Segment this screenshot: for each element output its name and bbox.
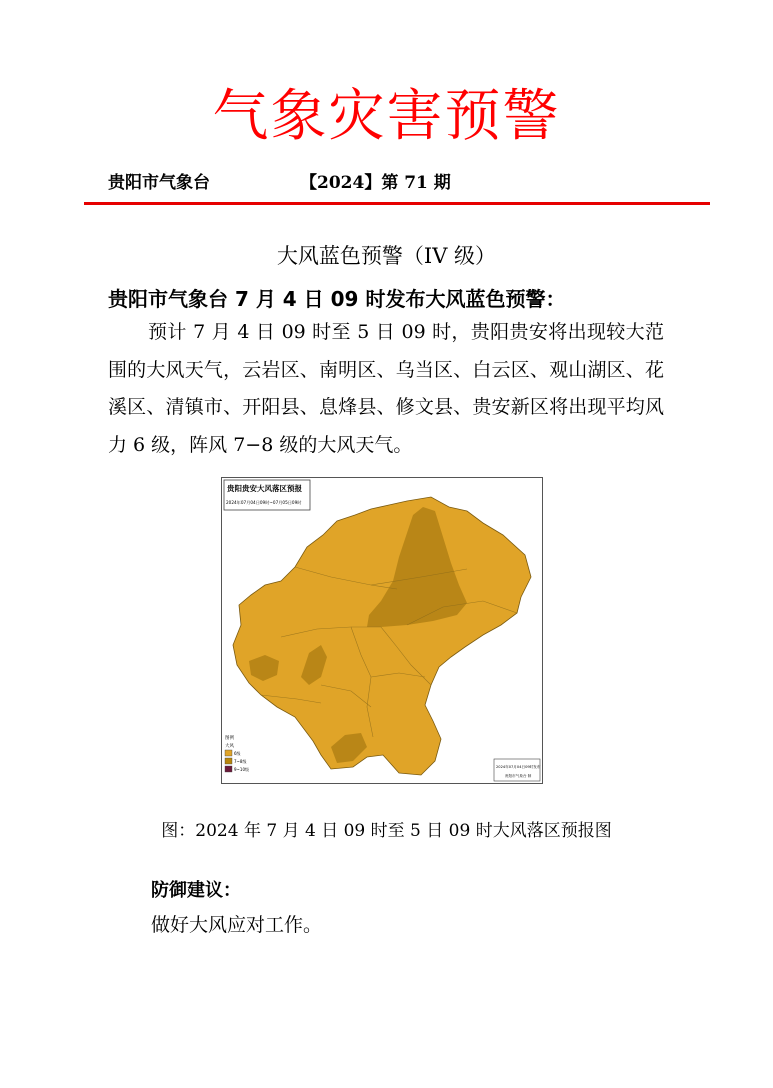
figure-caption: 图：2024 年 7 月 4 日 09 时至 5 日 09 时大风落区预报图 [161, 821, 612, 841]
map-title: 贵阳贵安大风落区预报 [227, 484, 302, 493]
legend-group: 大风 [225, 744, 234, 749]
wind-forecast-map [221, 477, 543, 784]
map-issuer: 贵阳市气象台 制 [505, 774, 532, 778]
legend-label-7-8: 7~8级 [234, 759, 247, 764]
advice-text: 做好大风应对工作。 [151, 914, 323, 936]
warning-subtitle: 大风蓝色预警（IV 级） [276, 244, 497, 268]
legend-label-6: 6级 [234, 751, 241, 756]
map-time-range: 2024年07月04日09时~07月05日09时 [226, 500, 302, 505]
map-issue-time: 2024年07月04日09时发布 [496, 765, 541, 769]
warning-body: 预计 7 月 4 日 09 时至 5 日 09 时，贵阳贵安将出现较大范围的大风天气，云岩区、南明区、乌当区、白云区、观山湖区、花溪区、清镇市、开阳县、息烽县、修文县、贵安新区将出现平均风力 6 级，阵风 7−8 级的大风天气。 [108, 321, 664, 456]
warning-lead: 贵阳市气象台 7 月 4 日 09 时发布大风蓝色预警： [108, 287, 566, 311]
legend-swatch-9-10 [225, 766, 232, 772]
bulletin-title: 气象灾害预警 [212, 84, 561, 149]
legend-title: 图例 [225, 736, 234, 741]
legend-swatch-7-8 [225, 758, 232, 764]
issue-number: 【2024】第 71 期 [300, 173, 451, 193]
legend-label-9-10: 9~10级 [234, 767, 249, 772]
advice-heading: 防御建议： [151, 880, 241, 901]
issuer-name: 贵阳市气象台 [108, 173, 210, 193]
header-divider [84, 202, 710, 205]
legend-swatch-6 [225, 750, 232, 756]
